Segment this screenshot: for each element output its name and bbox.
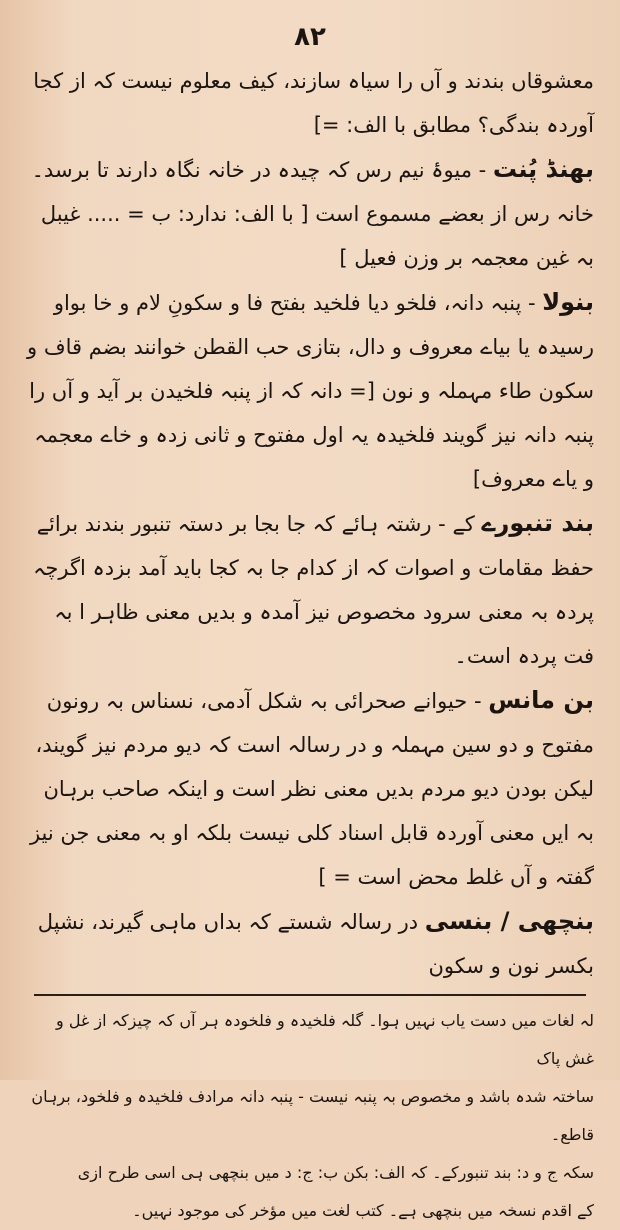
entry-text: - میوۂ نیم رس کہ چیدہ در خانہ نگاہ دارند تا برسد۔ خانہ رس از بعضے مسموع است [ با الف: ندارد: ب = ..... غیبل بہ غین معجمہ بر وزن فعیل ]: [31, 158, 594, 270]
footnote-divider: [34, 994, 586, 996]
entry-banchhi: [26, 899, 594, 988]
footnote: ساختہ شدہ باشد و مخصوص بہ پنبہ نیست - پنبہ دانہ مرادف فلخیدہ و فلخود، برہان قاطع۔: [31, 1087, 594, 1144]
footnote: سکہ ج و د: بند تنبورکے۔ کہ الف: بکن ب: ج: د میں بنچھی ہی اسی طرح ازی: [77, 1163, 594, 1182]
entry-bhand-punt: [26, 147, 594, 280]
entry-headword: بنچھی / بنسی: [424, 907, 594, 935]
entry-text: در رسالہ شستے کہ بداں ماہی گیرند، نشپل بکسر نون و سکون: [37, 910, 594, 978]
footnote: لہ لغات میں دست یاب نہیں ہوا۔ گلہ فلخیدہ و فلخودہ ہر آں کہ چیزکہ از غل و غش پاک: [56, 1011, 594, 1068]
entry-headword: بھنڈ پُنت: [492, 155, 594, 183]
entry-binola: [26, 280, 594, 501]
page-number: ۸۲: [294, 22, 326, 52]
entry-ban-manas: [26, 678, 594, 899]
footnote: کے اقدم نسخہ میں بنچھی ہے۔ کتب لغت میں مؤخر کی موجود نہیں۔: [132, 1201, 594, 1220]
entry-text: - حیوانے صحرائی بہ شکل آدمی، نسناس بہ رونون مفتوح و دو سین مہملہ و در رسالہ است کہ دیو مردم نیز گویند، لیکن بودن دیو مردم بدیں معنی نظر است و اینکہ صاحب برہان بہ ایں معنی آوردہ قابل اسناد کلی نیست بلکہ او بہ معنی جن نیز گفتہ و آں غلط محض است = ]: [29, 689, 594, 889]
entry-text: معشوقاں بندند و آں را سیاہ سازند، کیف معلوم نیست کہ از کجا آوردہ بندگی؟ مطابق با الف: =]: [33, 69, 594, 137]
entry-headword: بند تنبورے: [481, 509, 594, 537]
main-text: [26, 58, 594, 988]
entry-headword: بنولا: [542, 288, 594, 316]
footnotes: [26, 1002, 594, 1230]
entry-text: کے - رشتہ ہائے کہ جا بجا بر دستہ تنبور بندند برائے حفظ مقامات و اصوات کہ از کدام جا بہ کجا باید آمد بزدہ اگرچہ پردہ بہ معنی سرود مخصوص نیز آمدہ و بدیں معنی ظاہر ا بہ فت پردہ است۔: [33, 512, 594, 668]
entry-continuation: [26, 58, 594, 147]
entry-band-tanboore: [26, 501, 594, 678]
entry-text: - پنبہ دانہ، فلخو دیا فلخید بفتح فا و سکونِ لام و خا بواو رسیدہ یا بیاے معروف و دال، بتازی حب القطن خوانند بضم قاف و سکون طاء مہملہ و نون [= دانہ کہ از پنبہ فلخیدن بر آید و آں را پنبہ دانہ نیز گویند فلخیدہ یہ اول مفتوح و ثانی زدہ و خاے معجمہ و یاے معروف]: [27, 291, 594, 491]
entry-headword: بن مانس: [488, 686, 594, 714]
